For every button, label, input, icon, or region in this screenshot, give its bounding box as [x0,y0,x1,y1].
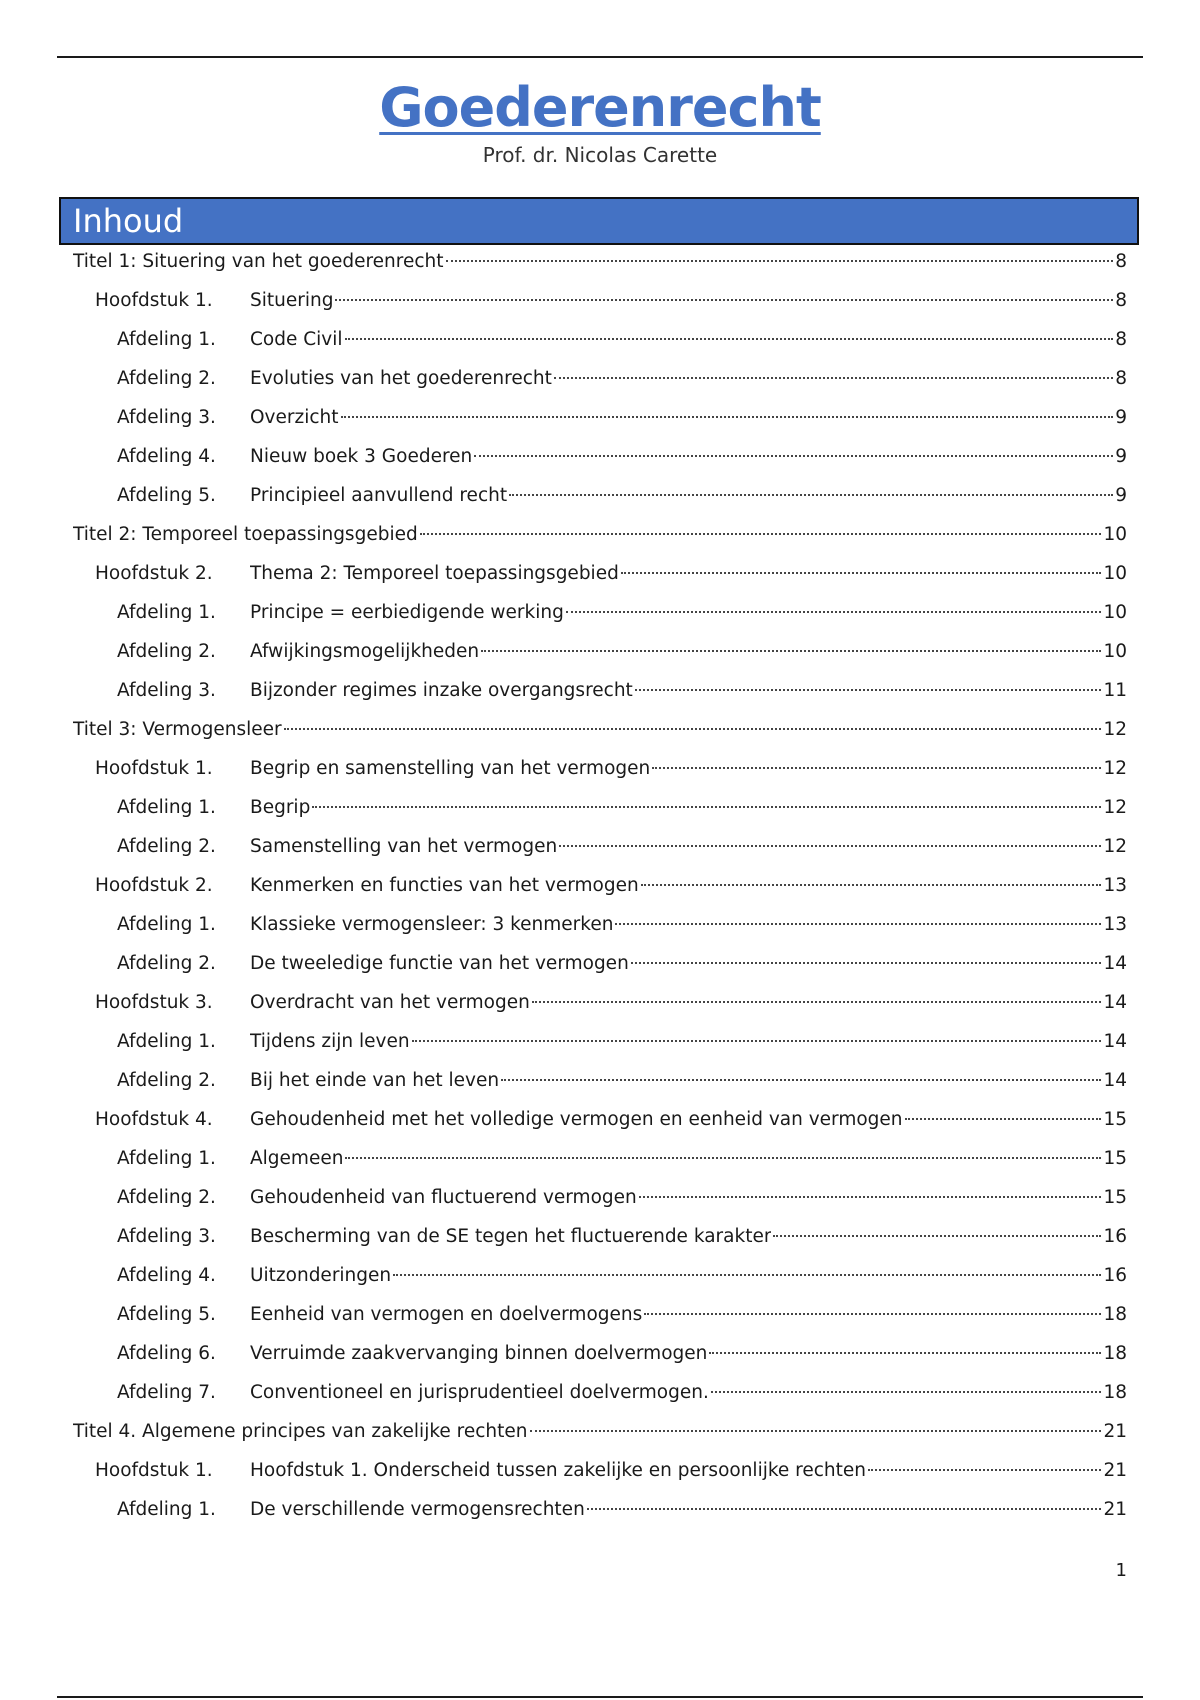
toc-entry[interactable] [73,249,1127,275]
toc-entry-number: Hoofdstuk 2. [95,875,213,896]
toc-entry[interactable] [117,1302,1127,1328]
toc-entry-title: Begrip en samenstelling van het vermogen [250,758,651,779]
toc-entry-number: Afdeling 2. [117,1187,216,1208]
toc-entry-number: Afdeling 1. [117,1499,216,1520]
toc-dot-leader [532,1001,1102,1003]
toc-dot-leader [639,1196,1102,1198]
toc-entry-title: Bescherming van de SE tegen het fluctuerende karakter [250,1226,772,1247]
toc-entry-title: Situering [250,290,334,311]
toc-entry[interactable] [117,366,1127,392]
toc-entry-number: Afdeling 3. [117,1226,216,1247]
toc-entry-title: Thema 2: Temporeel toepassingsgebied [250,563,619,584]
toc-entry-number: Afdeling 3. [117,680,216,701]
toc-entry[interactable] [117,1497,1127,1523]
toc-entry[interactable] [95,288,1127,314]
toc-entry-page: 15 [1103,1148,1127,1169]
toc-entry-number: Afdeling 1. [117,914,216,935]
toc-entry-page: 12 [1103,797,1127,818]
toc-entry-number: Afdeling 7. [117,1382,216,1403]
toc-entry-page: 11 [1103,680,1127,701]
toc-entry[interactable] [117,327,1127,353]
toc-entry[interactable] [117,483,1127,509]
toc-entry-title: Afwijkingsmogelijkheden [250,641,480,662]
toc-entry-number: Afdeling 5. [117,1304,216,1325]
toc-entry-number: Afdeling 2. [117,836,216,857]
toc-dot-leader [587,1508,1102,1510]
toc-entry-title: Nieuw boek 3 Goederen [250,446,473,467]
toc-entry[interactable] [117,1029,1127,1055]
toc-entry[interactable] [73,1419,1127,1445]
toc-entry-page: 12 [1103,758,1127,779]
toc-entry[interactable] [117,678,1127,704]
toc-dot-leader [474,455,1113,457]
toc-entry-title: Titel 4. Algemene principes van zakelijke rechten [73,1421,528,1442]
footer-rule [57,1696,1143,1698]
toc-entry-title: Kenmerken en functies van het vermogen [250,875,639,896]
toc-dot-leader [345,338,1114,340]
toc-entry[interactable] [95,990,1127,1016]
toc-entry[interactable] [117,951,1127,977]
toc-entry[interactable] [117,1146,1127,1172]
toc-entry[interactable] [117,600,1127,626]
toc-dot-leader [501,1079,1101,1081]
toc-entry-page: 18 [1103,1304,1127,1325]
toc-entry[interactable] [95,561,1127,587]
toc-entry-page: 15 [1103,1187,1127,1208]
toc-dot-leader [341,416,1114,418]
toc-entry-title: Hoofdstuk 1. Onderscheid tussen zakelijke en persoonlijke rechten [250,1460,867,1481]
toc-entry-number: Afdeling 3. [117,407,216,428]
toc-dot-leader [615,923,1101,925]
toc-dot-leader [335,299,1113,301]
toc-entry-title: Gehoudenheid met het volledige vermogen en eenheid van vermogen [250,1109,903,1130]
toc-entry-page: 16 [1103,1226,1127,1247]
toc-entry-title: Verruimde zaakvervanging binnen doelvermogen [250,1343,708,1364]
toc-entry-page: 10 [1103,524,1127,545]
toc-entry-title: Evoluties van het goederenrecht [250,368,552,389]
document-author: Prof. dr. Nicolas Carette [482,143,718,167]
toc-dot-leader [635,689,1102,691]
toc-entry-title: Principe = eerbiedigende werking [250,602,564,623]
toc-entry-page: 13 [1103,875,1127,896]
toc-entry[interactable] [117,795,1127,821]
toc-entry[interactable] [117,1263,1127,1289]
toc-dot-leader [412,1040,1102,1042]
toc-entry-page: 8 [1115,290,1127,311]
toc-entry-number: Afdeling 2. [117,953,216,974]
toc-dot-leader [420,533,1102,535]
toc-dot-leader [868,1469,1101,1471]
header-rule [57,56,1143,58]
toc-entry-number: Hoofdstuk 2. [95,563,213,584]
toc-entry-page: 8 [1115,368,1127,389]
toc-entry-title: Code Civil [250,329,343,350]
document-title-text: Goederenrecht [379,76,821,139]
toc-entry-number: Hoofdstuk 4. [95,1109,213,1130]
toc-entry-number: Afdeling 1. [117,1031,216,1052]
toc-entry-title: Eenheid van vermogen en doelvermogens [250,1304,643,1325]
toc-entry-number: Afdeling 5. [117,485,216,506]
toc-entry[interactable] [117,834,1127,860]
toc-entry-title: Gehoudenheid van fluctuerend vermogen [250,1187,637,1208]
toc-entry-number: Afdeling 2. [117,1070,216,1091]
toc-entry-title: Bij het einde van het leven [250,1070,500,1091]
toc-entry-page: 18 [1103,1343,1127,1364]
toc-entry-title: Samenstelling van het vermogen [250,836,558,857]
toc-entry[interactable] [73,522,1127,548]
toc-entry-page: 9 [1115,485,1127,506]
toc-dot-leader [566,611,1102,613]
toc-dot-leader [530,1430,1102,1432]
toc-entry-number: Hoofdstuk 3. [95,992,213,1013]
toc-entry-title: Bijzonder regimes inzake overgangsrecht [250,680,633,701]
toc-entry-title: Overzicht [250,407,339,428]
toc-entry-page: 14 [1103,1031,1127,1052]
toc-dot-leader [711,1391,1102,1393]
toc-dot-leader [509,494,1113,496]
toc-entry-number: Afdeling 6. [117,1343,216,1364]
toc-entry[interactable] [95,756,1127,782]
toc-entry[interactable] [117,1068,1127,1094]
toc-entry-number: Afdeling 2. [117,368,216,389]
toc-entry-page: 21 [1103,1460,1127,1481]
toc-entry-number: Afdeling 1. [117,329,216,350]
toc-entry-page: 14 [1103,953,1127,974]
toc-dot-leader [345,1157,1101,1159]
toc-entry[interactable] [117,405,1127,431]
toc-entry-number: Afdeling 4. [117,446,216,467]
toc-dot-leader [559,845,1101,847]
toc-entry-page: 9 [1115,446,1127,467]
toc-entry-title: De tweeledige functie van het vermogen [250,953,629,974]
toc-entry-title: Klassieke vermogensleer: 3 kenmerken [250,914,614,935]
toc-entry[interactable] [117,444,1127,470]
document-title [0,76,1200,140]
toc-dot-leader [709,1352,1101,1354]
toc-entry[interactable] [117,1224,1127,1250]
toc-dot-leader [631,962,1102,964]
toc-entry-page: 10 [1103,641,1127,662]
toc-entry-page: 21 [1103,1499,1127,1520]
toc-entry-title: Algemeen [250,1148,344,1169]
toc-dot-leader [554,377,1113,379]
toc-entry-page: 9 [1115,407,1127,428]
toc-entry-number: Afdeling 1. [117,602,216,623]
toc-entry[interactable] [117,1380,1127,1406]
toc-entry-page: 8 [1115,329,1127,350]
toc-dot-leader [773,1235,1101,1237]
toc-entry-page: 10 [1103,602,1127,623]
toc-entry-page: 12 [1103,719,1127,740]
toc-entry-title: Begrip [250,797,311,818]
toc-entry-title: Principieel aanvullend recht [250,485,508,506]
toc-entry-title: Conventioneel en jurisprudentieel doelvermogen. [250,1382,709,1403]
toc-entry-page: 15 [1103,1109,1127,1130]
page-number: 1 [1115,1560,1127,1581]
toc-dot-leader [644,1313,1101,1315]
toc-entry-page: 12 [1103,836,1127,857]
toc-entry-number: Hoofdstuk 1. [95,758,213,779]
toc-entry-number: Afdeling 1. [117,1148,216,1169]
toc-entry-page: 14 [1103,1070,1127,1091]
toc-dot-leader [905,1118,1102,1120]
toc-entry-number: Hoofdstuk 1. [95,290,213,311]
toc-entry[interactable] [117,639,1127,665]
toc-dot-leader [284,728,1102,730]
toc-heading: Inhoud [59,197,1139,245]
toc-entry[interactable] [95,1458,1127,1484]
toc-dot-leader [621,572,1102,574]
toc-entry-number: Afdeling 4. [117,1265,216,1286]
toc-entry-page: 18 [1103,1382,1127,1403]
toc-entry-title: Overdracht van het vermogen [250,992,530,1013]
toc-entry-number: Hoofdstuk 1. [95,1460,213,1481]
toc-entry-page: 16 [1103,1265,1127,1286]
toc-entry-number: Afdeling 2. [117,641,216,662]
toc-entry[interactable] [73,717,1127,743]
toc-entry-title: De verschillende vermogensrechten [250,1499,585,1520]
toc-entry-page: 10 [1103,563,1127,584]
toc-dot-leader [641,884,1102,886]
toc-entry-number: Afdeling 1. [117,797,216,818]
toc-entry-title: Tijdens zijn leven [250,1031,410,1052]
toc-entry[interactable] [117,1185,1127,1211]
toc-entry[interactable] [95,1107,1127,1133]
toc-entry-title: Titel 3: Vermogensleer [73,719,282,740]
toc-entry-title: Titel 1: Situering van het goederenrecht [73,251,444,272]
toc-entry-page: 13 [1103,914,1127,935]
toc-dot-leader [312,806,1101,808]
toc-entry-page: 14 [1103,992,1127,1013]
toc-entry-title: Titel 2: Temporeel toepassingsgebied [73,524,418,545]
toc-dot-leader [446,260,1114,262]
toc-entry[interactable] [117,912,1127,938]
toc-entry-page: 8 [1115,251,1127,272]
toc-dot-leader [652,767,1101,769]
toc-entry[interactable] [117,1341,1127,1367]
toc-entry-page: 21 [1103,1421,1127,1442]
toc-entry-title: Uitzonderingen [250,1265,392,1286]
toc-dot-leader [481,650,1101,652]
toc-dot-leader [393,1274,1101,1276]
toc-entry[interactable] [95,873,1127,899]
